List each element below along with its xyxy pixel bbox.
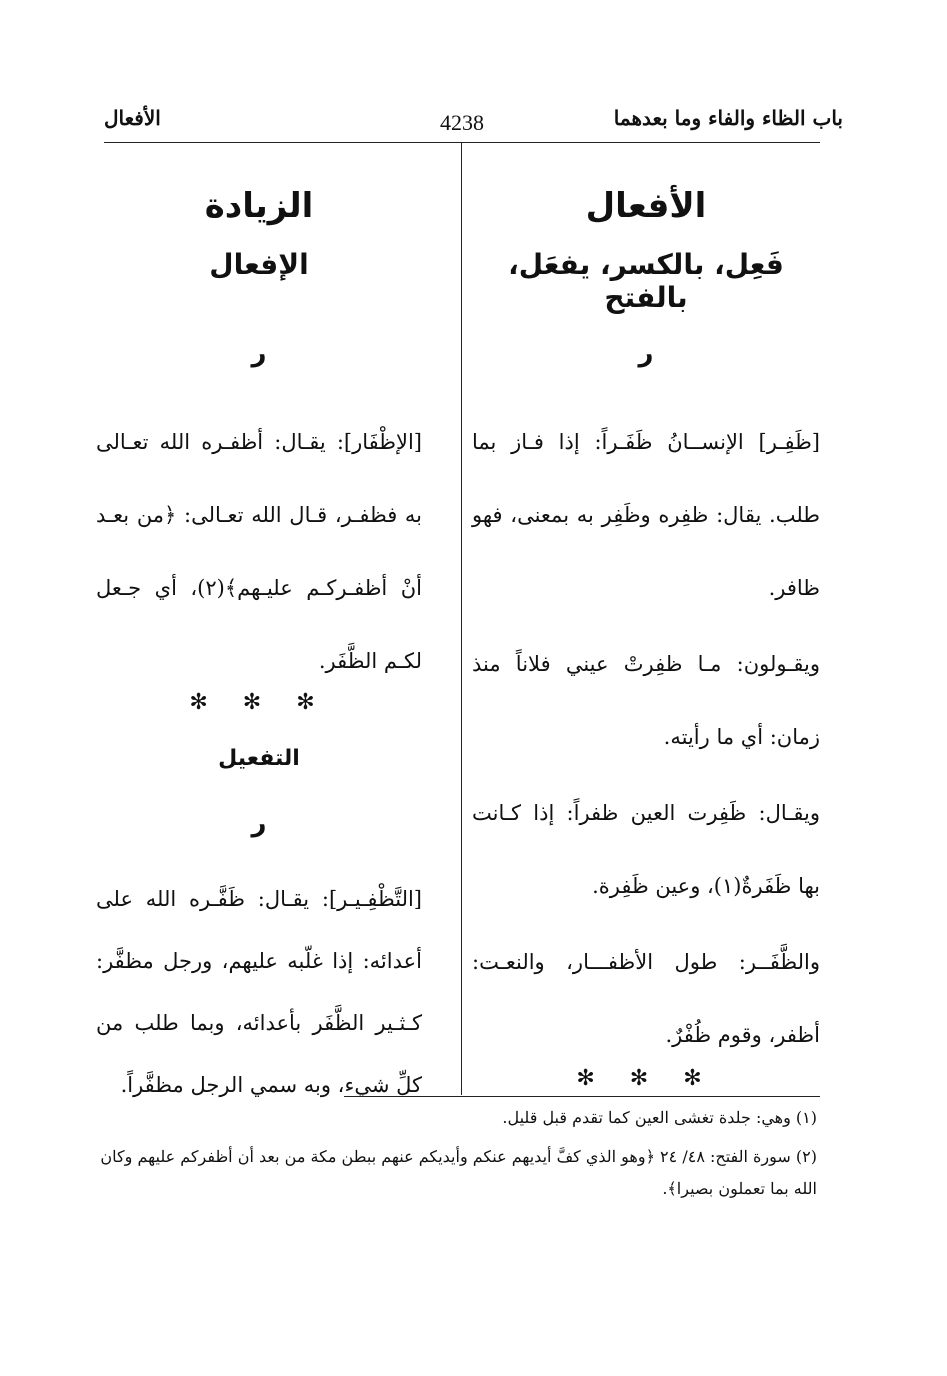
right-paragraph-2: ويقـولون: مـا ظفِرتْ عيني فلاناً منذ زمان: أي ما رأيته.	[472, 652, 820, 749]
right-paragraph-1: [ظَفِـر] الإنســانُ ظَفَـراً: إذا فـاز بما طلب. يقال: ظفِره وظَفِر به بمعنى، فهو ظافر.	[472, 430, 820, 600]
footnote-rule	[344, 1096, 820, 1097]
right-column	[472, 186, 820, 1091]
left-paragraph-1: [الإظْفَار]: يقـال: أظفـره الله تعـالى به فظفـر، قـال الله تعـالى: ﴿من بعـد أنْ أظفـركـم عليـهم﴾(٢)، أي جـعل لكـم الظَّفَر.	[96, 430, 422, 673]
section-separator-stars: ✻ ✻ ✻	[189, 690, 329, 715]
page-number: 4238	[440, 110, 484, 135]
section-title-tafil: التفعيل	[218, 746, 300, 771]
footnote-2: (٢) سورة الفتح: ٤٨/ ٢٤ ﴿وهو الذي كفَّ أيديهم عنكم وأيديكم عنهم ببطن مكة من بعد أن أظفركم عليهم وكان الله بما تعملون بصيرا﴾.	[100, 1147, 817, 1198]
right-column-title: الأفعال	[585, 186, 707, 226]
running-header-section: الأفعال	[104, 106, 161, 130]
right-paragraph-4: والظَّفَــر: طول الأظفـــار، والنعـت: أظفر، وقوم ظُفْرٌ.	[472, 950, 820, 1047]
running-header-chapter: باب الظاء والفاء وما بعدهما	[613, 106, 843, 130]
left-column-title: الزيادة	[204, 186, 314, 226]
left-column-letter-1: ر	[251, 338, 267, 368]
section-title-ifal: الإفعال	[209, 248, 309, 281]
header-rule	[104, 142, 820, 143]
right-column-subtitle: فَعِل، بالكسر، يفعَل، بالفتح	[508, 248, 784, 314]
section-separator-stars: ✻ ✻ ✻	[576, 1066, 716, 1091]
left-column-letter-2: ر	[251, 808, 267, 838]
right-paragraph-3: ويقـال: ظَفِرت العين ظفراً: إذا كـانت بها ظَفَرةٌ(١)، وعين ظَفِرة.	[472, 801, 820, 898]
left-paragraph-2: [التَّظْفِـيـر]: يقـال: ظَفَّـره الله على أعدائه: إذا غلّبه عليهم، ورجل مظفَّر: كـثـير الظَّفَر بأعدائه، وبما طلب من كلِّ شيء، وبه سمي الرجل مظفَّراً.	[96, 887, 422, 1097]
column-divider	[461, 143, 462, 1095]
left-column	[96, 186, 422, 1116]
right-column-letter: ر	[638, 338, 654, 368]
footnote-1: (١) وهي: جلدة تغشى العين كما تقدم قبل قليل.	[502, 1108, 817, 1127]
